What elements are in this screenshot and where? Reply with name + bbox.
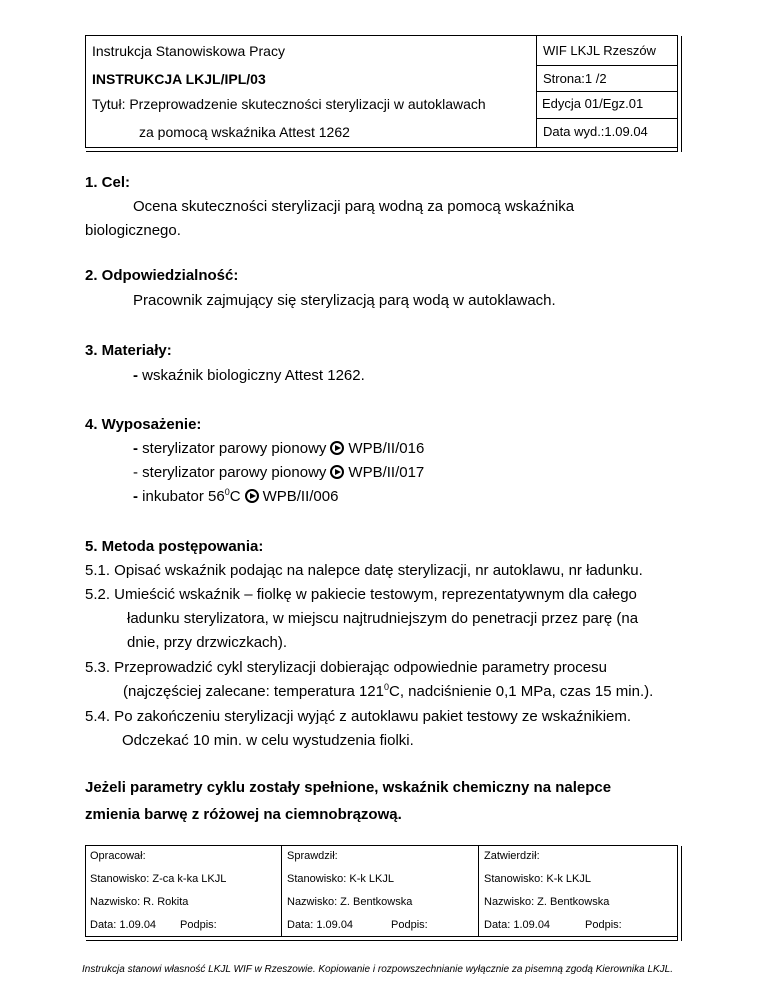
sig-position: Stanowisko: K-k LKJL — [287, 873, 394, 885]
section-heading-wyposazenie: 4. Wyposażenie: — [85, 416, 202, 433]
result-note-line2: zmienia barwę z różowej na ciemnobrązową. — [85, 806, 402, 823]
equipment-text: sterylizator parowy pionowy — [138, 440, 327, 457]
sig-sign: Podpis: — [585, 919, 622, 931]
method-step-5-2-cont: dnie, przy drzwiczkach). — [127, 634, 288, 651]
method-step-5-4: 5.4. Po zakończeniu sterylizacji wyjąć z autoklawu pakiet testowy ze wskaźnikiem. — [85, 708, 632, 725]
degree-sup: 0 — [383, 682, 389, 692]
method-step-5-4-cont: Odczekać 10 min. w celu wystudzenia fiolki. — [122, 732, 414, 749]
sig-role: Opracował: — [90, 850, 146, 862]
method-step-5-3: 5.3. Przeprowadzić cykl sterylizacji dobierając odpowiednie parametry procesu — [85, 659, 607, 676]
sig-position: Stanowisko: K-k LKJL — [484, 873, 591, 885]
sig-role: Zatwierdził: — [484, 850, 540, 862]
equipment-unit: C — [229, 488, 241, 505]
cel-text-line2: biologicznego. — [85, 222, 181, 239]
method-step-5-2: 5.2. Umieścić wskaźnik – fiolkę w pakiecie testowym, reprezentatywnym dla całego — [85, 586, 637, 603]
footer-disclaimer: Instrukcja stanowi własność LKJL WIF w Rzeszowie. Kopiowanie i rozpowszechnianie wyłącznie za pisemną zgodą Kierownika LKJL. — [82, 964, 674, 975]
circled-right-arrow-icon — [330, 441, 344, 455]
circled-right-arrow-icon — [245, 489, 259, 503]
doc-code: INSTRUKCJA LKJL/IPL/03 — [92, 71, 266, 87]
result-note-line1: Jeżeli parametry cyklu zostały spełnione, wskaźnik chemiczny na nalepce — [85, 779, 612, 796]
equipment-ref: WPB/II/016 — [348, 440, 425, 457]
signature-table — [85, 845, 678, 937]
method-step-5-1: 5.1. Opisać wskaźnik podając na nalepce datę sterylizacji, nr autoklawu, nr ładunku. — [85, 562, 643, 579]
doc-type: Instrukcja Stanowiskowa Pracy — [92, 43, 285, 59]
page-number: Strona:1 /2 — [543, 71, 607, 86]
sig-sign: Podpis: — [391, 919, 428, 931]
odpowiedzialnosc-text: Pracownik zajmujący się sterylizacją parą wodą w autoklawach. — [133, 292, 556, 309]
degree-sup: 0 — [224, 487, 230, 497]
header-shadow-right — [677, 36, 682, 152]
equipment-item — [133, 488, 338, 505]
sig-name: Nazwisko: R. Rokita — [90, 896, 189, 908]
sig-date: Data: 1.09.04 — [287, 919, 354, 931]
doc-title-line2: za pomocą wskaźnika Attest 1262 — [139, 124, 350, 140]
cel-text-line1: Ocena skuteczności sterylizacji parą wodną za pomocą wskaźnika — [133, 198, 575, 215]
sig-date: Data: 1.09.04 — [484, 919, 551, 931]
param-text: (najczęściej zalecane: temperatura 121 — [123, 683, 384, 700]
sig-name: Nazwisko: Z. Bentkowska — [484, 896, 610, 908]
sig-divider — [281, 846, 282, 936]
equipment-text: - sterylizator parowy pionowy — [133, 464, 327, 481]
section-heading-metoda: 5. Metoda postępowania: — [85, 538, 264, 555]
materialy-item-text: wskaźnik biologiczny Attest 1262. — [138, 367, 365, 384]
sig-role: Sprawdził: — [287, 850, 338, 862]
header-shadow-bottom — [86, 147, 677, 152]
header-rule — [536, 91, 677, 92]
sig-sign: Podpis: — [180, 919, 217, 931]
sig-position: Stanowisko: Z-ca k-ka LKJL — [90, 873, 227, 885]
materialy-dash: - — [133, 367, 138, 384]
circled-right-arrow-icon — [330, 465, 344, 479]
sig-divider — [478, 846, 479, 936]
method-step-5-3-cont — [123, 683, 653, 700]
header-rule — [536, 65, 677, 66]
sig-shadow-bottom — [86, 936, 677, 941]
sig-shadow-right — [677, 846, 682, 941]
equipment-text: inkubator 56 — [138, 488, 225, 505]
equipment-dash: - — [133, 440, 138, 457]
section-heading-cel: 1. Cel: — [85, 174, 131, 191]
doc-title-line1: Tytuł: Przeprowadzenie skuteczności sterylizacji w autoklawach — [92, 96, 486, 112]
method-step-5-2-cont: ładunku sterylizatora, w miejscu najtrudniejszym do penetracji przez parę (na — [127, 610, 639, 627]
equipment-dash: - — [133, 488, 138, 505]
equipment-item — [133, 464, 424, 481]
equipment-ref: WPB/II/006 — [262, 488, 339, 505]
org-name: WIF LKJL Rzeszów — [543, 43, 656, 58]
equipment-ref: WPB/II/017 — [348, 464, 425, 481]
materialy-item — [133, 367, 365, 384]
param-text: C, nadciśnienie 0,1 MPa, czas 15 min.). — [389, 683, 654, 700]
issue-date: Data wyd.:1.09.04 — [543, 124, 648, 139]
edition: Edycja 01/Egz.01 — [542, 96, 644, 111]
sig-name: Nazwisko: Z. Bentkowska — [287, 896, 413, 908]
sig-date: Data: 1.09.04 — [90, 919, 157, 931]
header-rule — [536, 118, 677, 119]
section-heading-materialy: 3. Materiały: — [85, 342, 172, 359]
header-table — [85, 35, 678, 148]
section-heading-odpowiedzialnosc: 2. Odpowiedzialność: — [85, 267, 239, 284]
equipment-item — [133, 440, 424, 457]
